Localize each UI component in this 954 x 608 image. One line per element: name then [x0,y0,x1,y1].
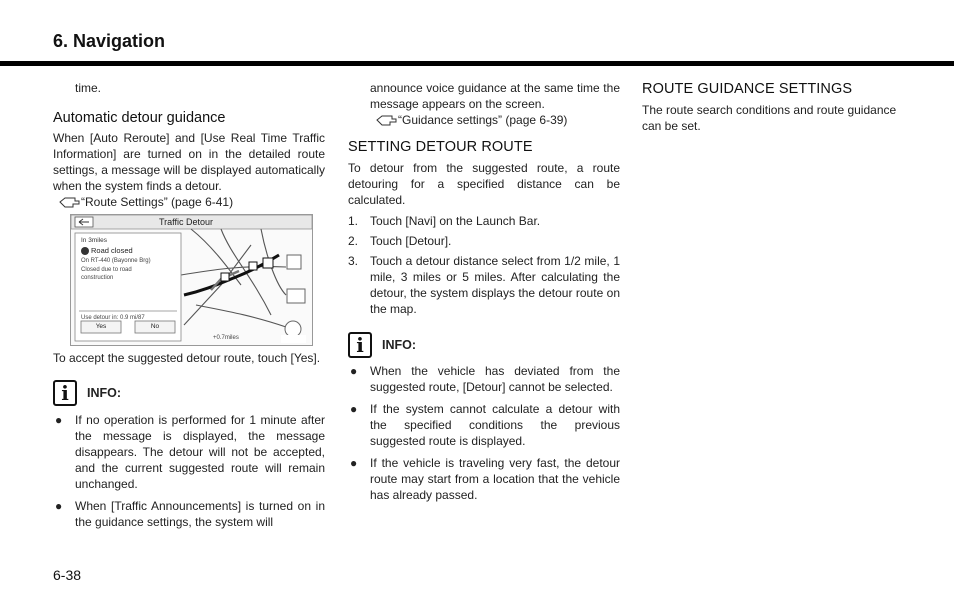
intro-text: time. [75,81,102,95]
info-item: ● If the system cannot calculate a detour with the specified conditions the previous suggested route is displayed. [350,402,620,448]
setting-detour-body: To detour from the suggested route, a route detouring for a specified distance can be calculated. [348,161,620,207]
route-settings-ref-text: “Route Settings” (page 6-41) [81,195,234,209]
info-list-2 [348,363,620,503]
header-rule [0,61,954,66]
auto-detour-body: When [Auto Reroute] and [Use Real Time Traffic Information] are turned on in the detailed route settings, a message will be displayed automatically when the system finds a detour. [53,131,325,193]
continued-text: announce voice guidance at the same time the message appears on the screen. [370,81,620,111]
page-header [0,0,954,62]
screen-line1: In 3miles [81,237,108,244]
chapter-title: 6. Navigation [53,31,166,51]
step-item: 3. Touch a detour distance select from 1/2 mile, 1 mile, 3 miles or 5 miles. After calculating the detour, the system displays the detour route on the map. [348,254,620,316]
info-list-1 [53,412,325,530]
screen-line3: On RT-440 (Bayonne Brg) [81,258,151,264]
accept-text: To accept the suggested detour route, touch [Yes]. [53,351,321,365]
bullet-icon: ● [350,364,358,378]
column-2 [348,80,620,503]
info-item: ● When [Traffic Announcements] is turned on in the guidance settings, the system will [55,499,325,529]
screen-no-button: No [150,323,160,330]
reference-hand-icon [59,195,81,209]
reference-hand-icon [376,113,398,127]
traffic-detour-screenshot [70,214,313,346]
step-item: 2. Touch [Detour]. [348,234,452,248]
column-3 [642,80,918,134]
info-item: ● When the vehicle has deviated from the suggested route, [Detour] cannot be selected. [350,364,620,394]
info-item: ● If the vehicle is traveling very fast, the detour route may start from a location that the vehicle has already passed. [350,456,620,502]
bullet-icon: ● [350,456,358,470]
screen-line4: Closed due to road [81,267,132,273]
route-guidance-body: The route search conditions and route guidance can be set. [642,103,897,133]
screen-line2: Road closed [91,246,133,255]
step-item: 1. Touch [Navi] on the Launch Bar. [348,214,541,228]
detour-steps [348,213,620,317]
bullet-icon: ● [55,499,63,513]
info-label: INFO: [382,338,417,352]
route-settings-ref[interactable] [53,194,325,210]
bullet-icon: ● [55,413,63,427]
guidance-settings-ref-text: “Guidance settings” (page 6-39) [398,113,568,127]
setting-detour-heading: SETTING DETOUR ROUTE [348,139,533,155]
auto-detour-heading: Automatic detour guidance [53,110,226,126]
screen-yes-button: Yes [95,323,107,330]
info-item: ● If no operation is performed for 1 minute after the message is displayed, the message disappears. The detour will not be accepted, and the current suggested route will remain unchanged. [55,413,325,491]
column-1 [53,80,325,530]
screen-detour-text: Use detour in: 0.9 mi/87 [81,315,145,321]
info-block-1 [53,380,325,406]
page-number: 6-38 [53,567,82,583]
screen-line5: construction [81,275,114,281]
info-block-2 [348,332,620,358]
guidance-settings-ref[interactable] [348,112,620,128]
info-icon: i [348,332,372,358]
screen-scale: +0.7miles [213,335,239,341]
bullet-icon: ● [350,402,358,416]
info-icon: i [53,380,77,406]
info-label: INFO: [87,386,122,400]
screen-title: Traffic Detour [159,217,214,227]
route-guidance-heading: ROUTE GUIDANCE SETTINGS [642,81,853,97]
